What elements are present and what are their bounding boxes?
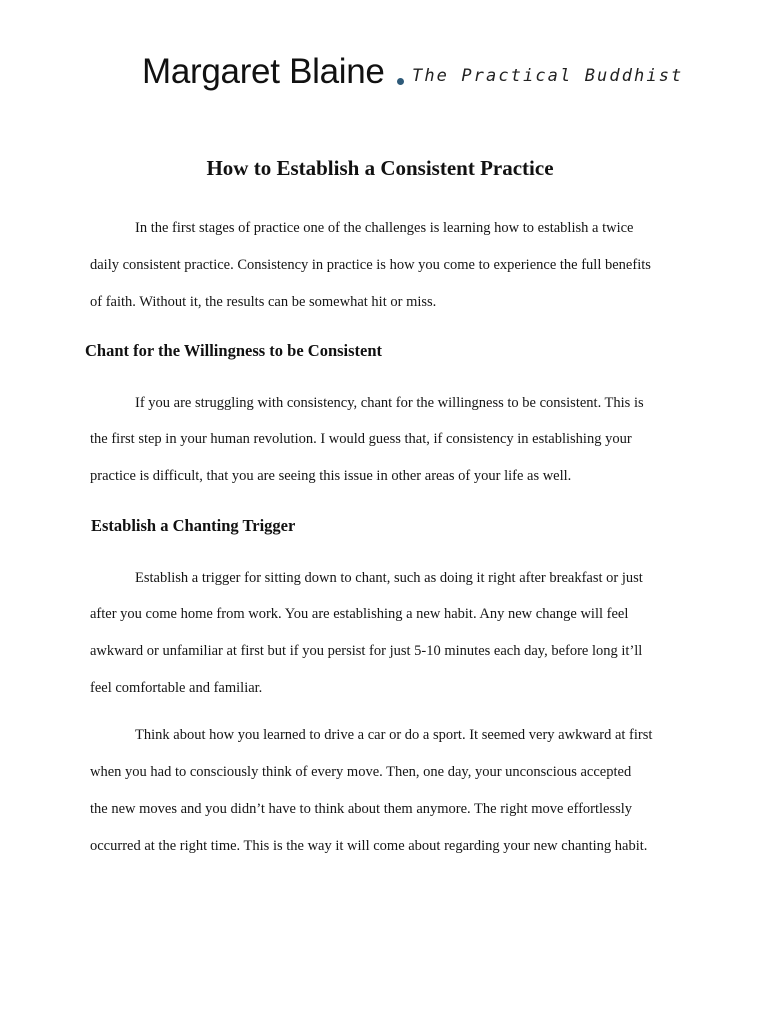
section1-line-2: the first step in your human revolution. I would guess that, if consistency in establishing your: [90, 431, 632, 447]
brand-dot-icon: [397, 78, 404, 85]
section1-line-3: practice is difficult, that you are seeing this issue in other areas of your life as well.: [90, 468, 572, 484]
brand-tagline: The Practical Buddhist: [412, 66, 684, 86]
brand-logo: [0, 50, 768, 100]
section2-p1-line-1: Establish a trigger for sitting down to chant, such as doing it right after breakfast or just: [135, 570, 643, 586]
intro-line-2: daily consistent practice. Consistency in practice is how you come to experience the full benefits: [90, 257, 651, 273]
page-title: How to Establish a Consistent Practice: [206, 156, 554, 180]
section2-p1-line-4: feel comfortable and familiar.: [90, 680, 263, 696]
intro-line-1: In the first stages of practice one of the challenges is learning how to establish a twice: [135, 220, 634, 236]
section2-p2-line-2: when you had to consciously think of every move. Then, one day, your unconscious accepted: [90, 764, 632, 780]
section1-line-1: If you are struggling with consistency, chant for the willingness to be consistent. This is: [135, 395, 644, 411]
section2-p2-line-3: the new moves and you didn’t have to think about them anymore. The right move effortlessly: [90, 801, 633, 817]
section2-p2-line-4: occurred at the right time. This is the way it will come about regarding your new chanting habit.: [90, 838, 648, 854]
section-heading-trigger: Establish a Chanting Trigger: [91, 516, 296, 535]
intro-line-3: of faith. Without it, the results can be somewhat hit or miss.: [90, 294, 437, 310]
section2-p1-line-2: after you come home from work. You are establishing a new habit. Any new change will feel: [90, 606, 629, 622]
section2-p1-line-3: awkward or unfamiliar at first but if you persist for just 5-10 minutes each day, before long it’ll: [90, 643, 643, 659]
section-heading-willingness: Chant for the Willingness to be Consistent: [85, 341, 383, 360]
brand-name: Margaret Blaine: [142, 52, 385, 91]
section2-p2-line-1: Think about how you learned to drive a car or do a sport. It seemed very awkward at first: [135, 727, 653, 743]
